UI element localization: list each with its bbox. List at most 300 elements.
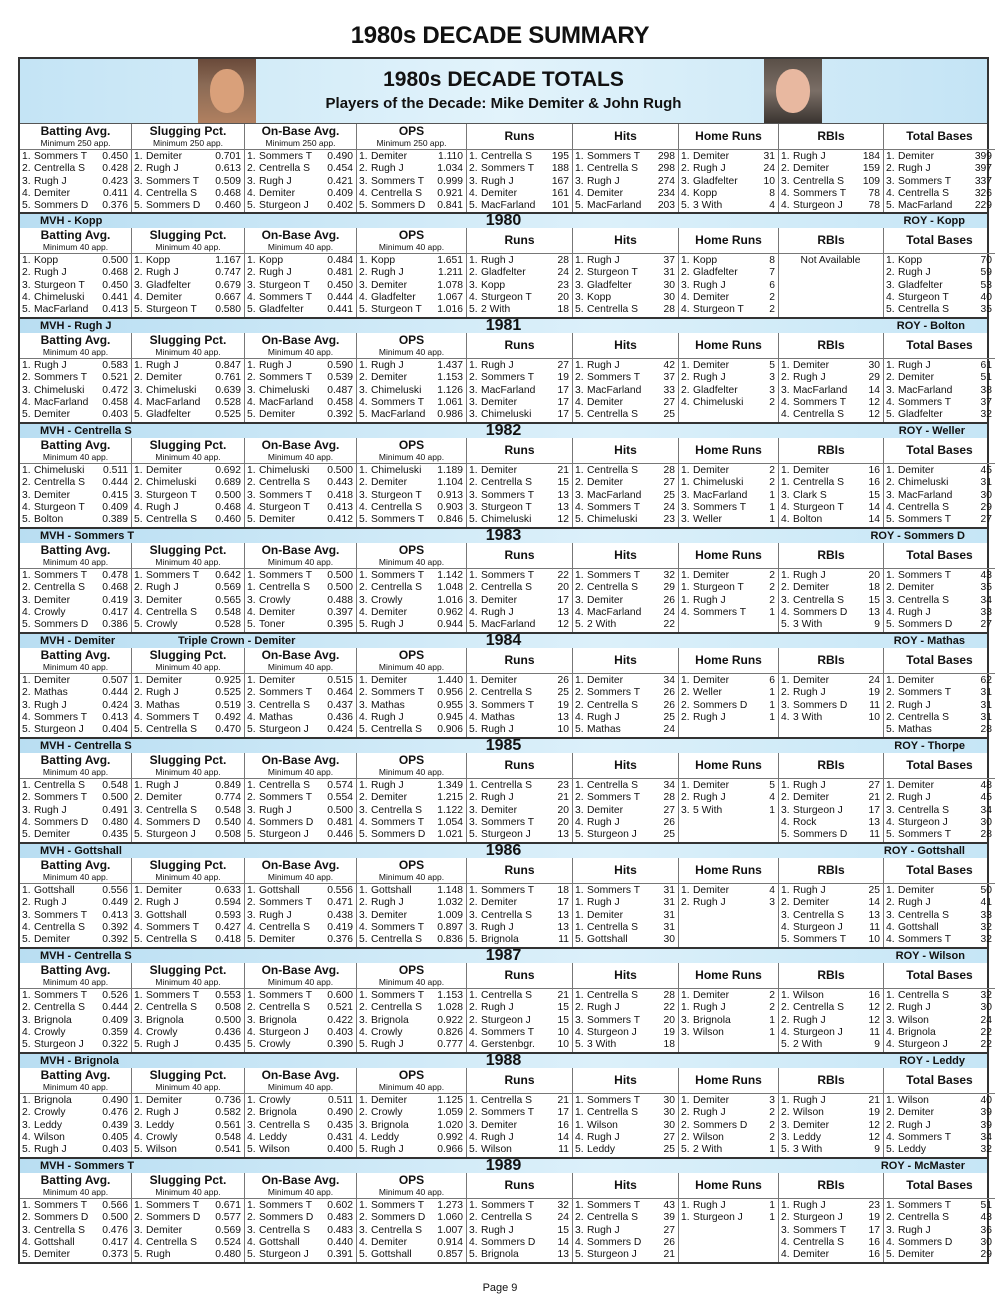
stat-value: 0.925 [215,675,241,686]
rank: 5. [886,304,895,316]
stat-value: 35 [980,582,992,594]
leader-entry [781,477,880,489]
leader-entry [575,675,675,687]
rank: 5. [22,619,31,631]
leader-entry [575,990,675,1002]
leader-entry [22,188,128,200]
player-name: MacFarland [587,200,642,212]
stat-value: 26 [557,675,569,686]
player-name: Rugh J [146,163,179,175]
leader-entry [22,255,128,267]
stat-value: 0.986 [437,409,463,421]
leader-column [573,674,679,737]
stat-value: 1 [769,804,775,816]
rank: 1. [469,570,478,581]
rank: 4. [359,921,368,933]
leader-entry [247,817,353,829]
rank: 5. [575,1144,584,1156]
leader-column [573,884,679,947]
leader-entry [359,582,463,594]
leader-entry [247,780,353,792]
stat-value: 25 [663,829,675,841]
rank: 1. [681,570,690,581]
leader-entry [247,409,353,421]
not-available-note: Not Available [800,255,861,266]
player-name: Demiter [146,291,183,303]
stat-value: 24 [980,1014,992,1026]
player-name: Kopp [898,255,923,266]
leader-entry [575,490,675,502]
stat-value: 21 [663,1249,675,1261]
player-name: Centrella S [481,687,532,699]
stat-value: 28 [663,465,675,476]
leader-entry [681,502,775,514]
player-name: Sommers T [587,885,641,896]
leader-entry [575,1225,675,1237]
stat-value: 0.468 [102,267,128,279]
stat-value: 37 [663,255,675,266]
leader-entry [575,1120,675,1132]
leader-entry [359,922,463,934]
stat-header [245,124,357,150]
player-name: Sommers D [481,1236,536,1248]
stat-value: 23 [663,514,675,526]
stat-value: 0.490 [327,1107,353,1119]
stat-value: 0.836 [437,934,463,946]
rank: 1. [469,675,478,686]
leader-entry [134,490,241,502]
player-name: Sturgeon T [371,489,422,501]
leader-entry [781,792,880,804]
stat-header [573,124,679,150]
player-name: Demiter [481,594,518,606]
player-name: Sommers T [587,372,641,384]
player-name: Centrella S [371,804,422,816]
stat-value: 48 [980,780,992,791]
rank: 2. [681,792,690,804]
leader-entry [247,829,353,841]
rank: 2. [575,372,584,384]
leader-entry [681,607,775,619]
rank: 2. [22,1107,31,1119]
player-name: Chimeluski [146,384,197,396]
rank: 1. [781,990,790,1001]
rank: 4. [469,1236,478,1248]
rank: 4. [886,816,895,828]
player-name: Sturgeon J [259,829,309,841]
player-name: Mathas [371,699,405,711]
stat-header-label: Hits [614,968,637,982]
leader-entry [681,304,775,316]
player-name: Rugh J [693,372,726,384]
rank: 2. [575,1212,584,1224]
stat-value: 7 [769,267,775,279]
player-name: Demiter [587,477,624,489]
stat-value: 31 [663,909,675,921]
leader-entry [469,1002,569,1014]
leader-entry [359,502,463,514]
leader-entry [134,1144,241,1156]
rank: 5. [247,304,256,316]
stat-header-label: Slugging Pct. [149,1173,227,1187]
stat-header-label: Hits [614,1073,637,1087]
leader-entry [886,792,992,804]
player-name: Demiter [146,792,183,804]
leader-column [245,884,357,947]
stat-value: 0.519 [215,699,241,711]
rank: 1. [575,885,584,896]
player-name: Demiter [898,780,935,791]
player-name: Sommers D [898,619,953,631]
stat-header-label: RBIs [817,443,845,457]
player-name: Rugh J [587,360,620,371]
stat-value: 0.490 [102,1095,128,1106]
stat-header-label: Slugging Pct. [149,648,227,662]
rank: 2. [575,687,584,699]
rank: 1. [469,360,478,371]
leader-column [20,569,132,632]
rank: 2. [781,163,790,175]
stat-value: 8 [769,255,775,266]
rank: 2. [886,267,895,279]
player-name: Demiter [146,885,183,896]
stat-header [20,124,132,150]
stat-header [573,1173,679,1199]
leader-entry [886,385,992,397]
stat-value: 24 [663,501,675,513]
rank: 5. [134,724,143,736]
player-name: Centrella S [898,304,949,316]
leader-entry [781,619,880,631]
rank: 2. [469,267,478,279]
year-label: 1981 [485,317,522,334]
stat-header [132,333,245,359]
leader-entry [134,687,241,699]
rank: 1. [359,151,368,162]
stat-value: 27 [663,804,675,816]
stat-header [679,753,779,779]
leader-entry [681,280,775,292]
rank: 4. [134,501,143,513]
rank: 3. [469,594,478,606]
stat-value: 0.913 [437,489,463,501]
leader-entry [22,792,128,804]
rank: 2. [575,699,584,711]
stat-value: 30 [868,360,880,371]
stat-header-label: Runs [504,338,535,352]
rank: 4. [681,187,690,199]
leader-entry [681,780,775,792]
leader-entry [469,1120,569,1132]
minimum-appearances: Minimum 40 app. [267,1082,334,1092]
stat-value: 1.021 [437,829,463,841]
rank: 4. [469,187,478,199]
leader-column [679,359,779,422]
rank: 4. [247,396,256,408]
stat-value: 2 [769,291,775,303]
leader-entry [247,502,353,514]
player-name: MacFarland [259,396,314,408]
stat-header [884,333,995,359]
stat-value: 0.421 [327,175,353,187]
rank: 3. [247,489,256,501]
leader-entry [781,163,880,175]
leader-column [467,569,573,632]
rank: 3. [681,514,690,526]
year-label: 1987 [485,947,522,964]
leader-entry [886,724,992,736]
stat-header-label: Slugging Pct. [149,124,227,138]
player-name: Sommers D [793,606,848,618]
stat-value: 0.444 [102,687,128,699]
page-title: 1980s DECADE SUMMARY [350,22,650,49]
stat-value: 30 [663,1095,675,1106]
rank: 2. [681,267,690,279]
player-name: Centrella S [34,582,85,594]
player-name: Sommers T [587,687,641,699]
player-name: 3 With [693,200,723,212]
player-name: Crowly [259,594,291,606]
stat-value: 16 [868,1249,880,1261]
stat-value: 1.148 [437,885,463,896]
stat-value: 53 [980,279,992,291]
stat-header-label: Runs [504,968,535,982]
leader-entry [681,805,775,817]
leader-entry [22,582,128,594]
rank: 5. [469,514,478,526]
stat-value: 0.490 [327,151,353,162]
leader-entry [247,910,353,922]
stat-value: 38 [980,384,992,396]
rank: 3. [469,384,478,396]
stat-header [132,1173,245,1199]
stat-header [884,858,995,884]
rank: 4. [247,711,256,723]
leader-entry [134,700,241,712]
leader-entry [886,514,992,526]
player-name: Rugh J [371,163,404,175]
stat-header-label: Runs [504,758,535,772]
stat-value: 0.761 [215,372,241,384]
leader-entry [886,619,992,631]
leader-column [779,884,884,947]
player-name: Centrella S [259,1119,310,1131]
stat-value: 188 [551,163,569,175]
player-name: Sommers T [793,187,847,199]
stat-value: 0.548 [215,804,241,816]
minimum-appearances: Minimum 40 app. [155,977,221,987]
leader-entry [886,829,992,841]
minimum-appearances: Minimum 40 app. [378,242,445,252]
stat-value: 21 [868,792,880,804]
stat-value: 0.478 [102,570,128,581]
rank: 2. [781,1014,790,1026]
leader-entry [359,829,463,841]
stat-header-label: OPS [398,438,425,452]
leader-entry [781,1144,880,1156]
rank: 2. [22,1002,31,1014]
rank: 1. [469,465,478,476]
rank: 4. [247,1131,256,1143]
stat-value: 30 [663,279,675,291]
rank: 1. [575,921,584,933]
player-name: Rugh J [259,360,292,371]
player-name: Demiter [371,279,408,291]
leader-entry [781,1015,880,1027]
rank: 3. [575,804,584,816]
player-name: Rugh J [371,360,404,371]
stat-value: 0.376 [327,934,353,946]
player-name: Brignola [259,1014,297,1026]
player-name: MacFarland [481,200,536,212]
rank: 5. [469,1144,478,1156]
leader-column [357,1094,467,1157]
minimum-appearances: Minimum 40 app. [155,557,221,567]
stat-header [357,333,467,359]
leader-entry [134,885,241,897]
leader-entry [22,1039,128,1051]
leader-entry [469,1015,569,1027]
rank: 4. [22,1131,31,1143]
leader-entry [575,477,675,489]
player-name: Sommers D [34,619,89,631]
rank: 3. [247,175,256,187]
leader-entry [359,607,463,619]
leader-entry [22,292,128,304]
rank: 3. [886,804,895,816]
rank: 2. [22,372,31,384]
leader-entry [134,805,241,817]
rank: 5. [22,409,31,421]
stat-header [357,1173,467,1199]
stat-value: 2 [769,1107,775,1119]
stat-value: 17 [557,409,569,421]
summary-frame [18,57,992,1264]
stat-value: 1.020 [437,1119,463,1131]
leader-entry [359,200,463,212]
rank: 3. [134,384,143,396]
leader-entry [247,792,353,804]
stat-value: 0.444 [327,291,353,303]
rank: 3. [247,594,256,606]
stat-value: 0.600 [327,990,353,1001]
stat-value: 0.548 [215,606,241,618]
player-name: Sommers D [693,1119,748,1131]
stat-value: 0.436 [327,711,353,723]
player-name: Sommers T [146,570,200,581]
rank: 3. [359,594,368,606]
leader-entry [134,255,241,267]
stat-header-label: On-Base Avg. [261,438,340,452]
rank: 5. [886,829,895,841]
rank: 4. [469,711,478,723]
year-bar [20,947,987,963]
leader-entry [575,897,675,909]
leader-entry [886,897,992,909]
roy-award: ROY - Weller [898,425,965,437]
stat-value: 0.500 [215,489,241,501]
leader-entry [247,675,353,687]
year-bar [20,422,987,438]
year-bar [20,527,987,543]
stat-value: 0.548 [215,1131,241,1143]
rank: 4. [359,606,368,618]
player-name: Brignola [481,934,519,946]
rank: 1. [575,1095,584,1106]
player-name: Sturgeon T [693,582,744,594]
stat-header [20,228,132,254]
leader-entry [781,817,880,829]
rank: 3. [22,699,31,711]
leader-entry [22,829,128,841]
stat-value: 26 [663,1236,675,1248]
leader-entry [247,163,353,175]
leader-entry [22,385,128,397]
stat-value: 0.541 [215,1144,241,1156]
stat-value: 0.521 [102,372,128,384]
leader-entry [469,255,569,267]
leader-entry [247,1144,353,1156]
rank: 2. [886,1002,895,1014]
stat-header-label: OPS [398,333,425,347]
player-name: Sommers T [898,1200,952,1211]
leader-entry [359,409,463,421]
stat-value: 0.500 [327,570,353,581]
stat-value: 50 [980,885,992,896]
leader-entry [134,619,241,631]
player-name: Toner [259,619,285,631]
player-name: Rugh J [146,501,179,513]
rank: 5. [359,304,368,316]
rank: 4. [359,501,368,513]
stat-value: 18 [557,885,569,896]
stat-value: 0.417 [102,606,128,618]
minimum-appearances: Minimum 250 app. [153,138,223,148]
leader-entry [134,280,241,292]
stat-value: 0.701 [215,151,241,162]
player-name: Centrella S [793,594,844,606]
stat-value: 2 [769,1002,775,1014]
stat-value: 0.431 [327,1131,353,1143]
rank: 4. [681,606,690,618]
minimum-appearances: Minimum 40 app. [155,347,221,357]
stat-value: 0.524 [215,1236,241,1248]
leader-entry [134,1107,241,1119]
player-name: Sommers D [34,200,89,212]
rank: 1. [359,675,368,686]
stat-header [467,438,573,464]
leader-entry [886,675,992,687]
stat-value: 22 [980,1039,992,1051]
player-name: Rugh J [481,724,514,736]
rank: 1. [22,675,31,686]
rank: 4. [247,291,256,303]
leader-entry [22,1107,128,1119]
leader-column [245,674,357,737]
rank: 3. [575,175,584,187]
stat-header-label: Batting Avg. [40,1173,111,1187]
leader-entry [22,570,128,582]
stat-value: 27 [663,396,675,408]
player-name: Sommers T [259,687,313,699]
leader-entry [681,595,775,607]
leader-column [884,884,995,947]
player-name: Centrella S [898,990,949,1001]
stat-value: 27 [980,619,992,631]
stat-header-label: Home Runs [695,863,762,877]
player-name: Rugh J [793,780,826,791]
rank: 3. [134,1119,143,1131]
